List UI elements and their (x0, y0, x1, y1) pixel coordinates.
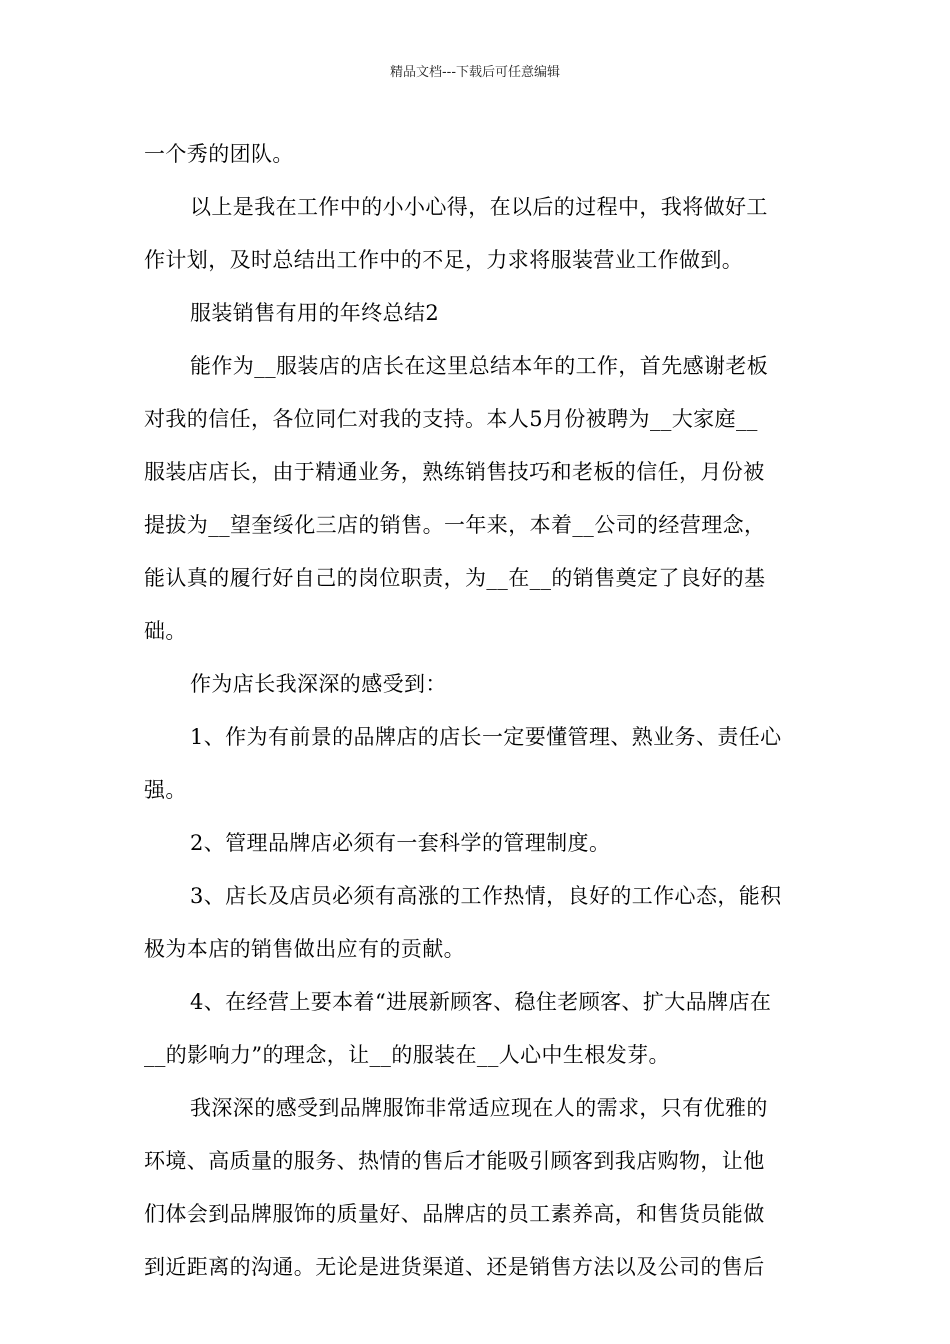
text-line: 作计划，及时总结出工作中的不足，力求将服装营业工作做到。 (144, 248, 744, 272)
list-item-3: 3、店长及店员必须有高涨的工作热情，良好的工作心态，能积 (190, 884, 782, 908)
text-line: 础。 (144, 619, 187, 643)
text-line: 对我的信任，各位同仁对我的支持。本人5月份被聘为__大家庭__ (144, 407, 758, 431)
page-header: 精品文档---下载后可任意编辑 (389, 65, 561, 80)
list-item-4: 4、在经营上要本着“进展新顾客、稳住老顾客、扩大品牌店在 (190, 990, 772, 1014)
text-line: 一个秀的团队。 (144, 142, 294, 166)
text-line: __的影响力”的理念，让__的服装在__人心中生根发芽。 (144, 1043, 670, 1067)
text-line: 环境、高质量的服务、热情的售后才能吸引顾客到我店购物，让他 (144, 1149, 765, 1173)
paragraph-first-line: 以上是我在工作中的小小心得，在以后的过程中，我将做好工 (190, 195, 768, 219)
section-heading: 服装销售有用的年终总结2 (190, 301, 440, 325)
list-item-2: 2、管理品牌店必须有一套科学的管理制度。 (190, 831, 611, 855)
text-line: 到近距离的沟通。无论是进货渠道、还是销售方法以及公司的售后 (144, 1255, 765, 1279)
paragraph-first-line: 能作为__服装店的店长在这里总结本年的工作，首先感谢老板 (190, 354, 769, 378)
paragraph-first-line: 作为店长我深深的感受到： (190, 672, 447, 696)
text-line: 极为本店的销售做出应有的贡献。 (144, 937, 465, 961)
list-item-1: 1、作为有前景的品牌店的店长一定要懂管理、熟业务、责任心 (190, 725, 782, 749)
paragraph-first-line: 我深深的感受到品牌服饰非常适应现在人的需求，只有优雅的 (190, 1096, 768, 1120)
text-line: 们体会到品牌服饰的质量好、品牌店的员工素养高，和售货员能做 (144, 1202, 765, 1226)
text-line: 提拔为__望奎绥化三店的销售。一年来，本着__公司的经营理念， (144, 513, 766, 537)
text-line: 能认真的履行好自己的岗位职责，为__在__的销售奠定了良好的基 (144, 566, 766, 590)
text-line: 强。 (144, 778, 187, 802)
text-line: 服装店店长，由于精通业务，熟练销售技巧和老板的信任，月份被 (144, 460, 765, 484)
document-body (144, 128, 810, 1294)
